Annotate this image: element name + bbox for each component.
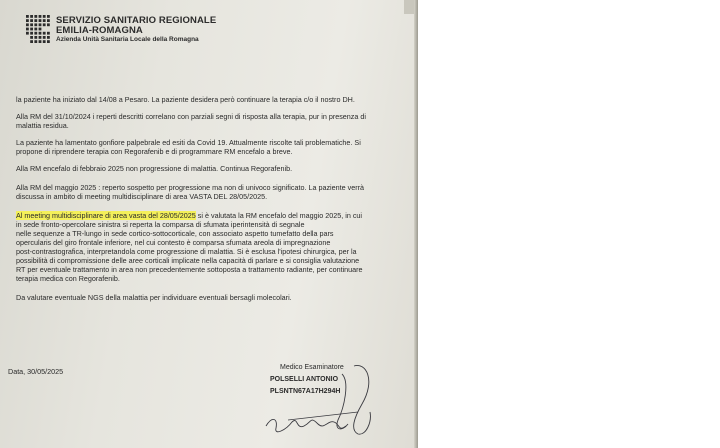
- logo-dot: [43, 36, 46, 39]
- text-line: possibilità di compromissione delle aree corticali implicate nella capacità di parlare e si consiglia valutazione: [16, 256, 360, 265]
- logo-dot: [30, 19, 33, 22]
- paragraph-therapy-start: [16, 95, 411, 104]
- text-line: malattia residua.: [16, 121, 69, 130]
- logo-dot: [47, 32, 50, 35]
- text-line: La paziente ha lamentato gonfiore palpebrale ed esiti da Covid 19. Attualmente riscolte tali problematiche. Si: [16, 138, 361, 147]
- logo-dot: [26, 32, 29, 35]
- signer-name: POLSELLI ANTONIO: [270, 376, 339, 383]
- text-line: post-contrastografica, interpretandola come progressione di malattia. Si è esclusa l'ipotesi chirurgica, per la: [16, 247, 357, 256]
- paper-edge-shadow: [414, 0, 418, 448]
- logo-dot: [26, 28, 29, 31]
- highlighted-text: Al meeting multidisciplinare di area vasta del 28/05/2025: [16, 211, 196, 220]
- org-name-line3: Azienda Unità Sanitaria Locale della Romagna: [56, 35, 199, 43]
- text-line: opercularis del giro frontale inferiore, nel cui contesto è comparsa sfumata areola di impregnazione: [16, 238, 331, 247]
- logo-dot: [34, 23, 37, 26]
- text-line: Alla RM del maggio 2025 : reperto sospetto per progressione ma non di univoco significato. La paziente verrà: [16, 183, 364, 192]
- text-line: terapia medica con Regorafenib.: [16, 274, 120, 283]
- logo-dot: [39, 15, 42, 18]
- logo-dot: [39, 23, 42, 26]
- org-name-line1: SERVIZIO SANITARIO REGIONALE: [56, 15, 217, 26]
- logo-dot: [47, 15, 50, 18]
- logo-dot: [34, 36, 37, 39]
- text-line: in sede fronto-opercolare sinistra si reperta la comparsa di sfumata iperintensità di segnale: [16, 220, 305, 229]
- text-fragment: si è valutata la RM encefalo del maggio 2025, in cui: [195, 211, 363, 220]
- logo-dot: [39, 32, 42, 35]
- text-line: discussa in ambito di meeting multidisciplinare di area VASTA DEL 28/05/2025.: [16, 192, 268, 201]
- logo-dot: [30, 32, 33, 35]
- logo-dot: [47, 36, 50, 39]
- logo-dot: [30, 40, 33, 43]
- logo-dot: [34, 32, 37, 35]
- paragraph-meeting: [16, 211, 411, 283]
- logo-dot: [34, 19, 37, 22]
- logo-dot: [43, 40, 46, 43]
- logo-dot: [34, 15, 37, 18]
- logo-dot: [43, 15, 46, 18]
- signer-role: Medico Esaminatore: [280, 364, 344, 371]
- ssr-logo-icon: [26, 15, 52, 45]
- logo-dot: [26, 23, 29, 26]
- text-line: Alla RM encefalo di febbraio 2025 non progressione di malattia. Continua Regorafenib.: [16, 164, 293, 173]
- logo-dot: [34, 40, 37, 43]
- text-line: Alla RM del 31/10/2024 i reperti descritti correlano con parziali segni di risposta alla terapia, pur in presenza di: [16, 112, 366, 121]
- logo-dot: [30, 23, 33, 26]
- logo-dot: [26, 15, 29, 18]
- text-line: Da valutare eventuale NGS della malattia per individuare eventuali bersagli molecolari.: [16, 293, 292, 302]
- logo-dot: [43, 23, 46, 26]
- text-line: la paziente ha iniziato dal 14/08 a Pesaro. La paziente desidera però continuare la terapia c/o il nostro DH.: [16, 95, 355, 104]
- text-line: nelle sequenze a TR-lungo in sede cortico-sottocorticale, con associato aspetto tumefatto della pars: [16, 229, 334, 238]
- logo-dot: [39, 28, 42, 31]
- paragraph-rm-october: [16, 112, 411, 130]
- logo-dot: [30, 36, 33, 39]
- logo-dot: [43, 32, 46, 35]
- logo-dot: [30, 15, 33, 18]
- logo-dot: [43, 19, 46, 22]
- signature-block: [258, 362, 344, 398]
- report-body: [16, 95, 411, 302]
- logo-dot: [30, 28, 33, 31]
- logo-dot: [39, 36, 42, 39]
- logo-dot: [47, 40, 50, 43]
- logo-dot: [47, 23, 50, 26]
- text-line: RT per eventuale trattamento in area non precedentemente sottoposta a trattamento radiante, per continuare: [16, 265, 363, 274]
- logo-dot: [39, 19, 42, 22]
- paragraph-covid: [16, 138, 411, 156]
- logo-dot: [39, 40, 42, 43]
- logo-dot: [34, 28, 37, 31]
- signer-fiscal-code: PLSNTN67A17H294H: [270, 388, 341, 395]
- paragraph-rm-may: [16, 183, 411, 201]
- logo-dot: [47, 19, 50, 22]
- text-line: [16, 211, 411, 220]
- organization-header: [56, 16, 216, 44]
- paragraph-ngs: [16, 293, 411, 302]
- text-line: propone di riprendere terapia con Regorafenib e di programmare RM encefalo a breve.: [16, 147, 293, 156]
- org-name-line2: EMILIA-ROMAGNA: [56, 24, 143, 36]
- logo-dot: [26, 19, 29, 22]
- paragraph-rm-february: [16, 164, 411, 173]
- document-date: Data, 30/05/2025: [8, 367, 64, 376]
